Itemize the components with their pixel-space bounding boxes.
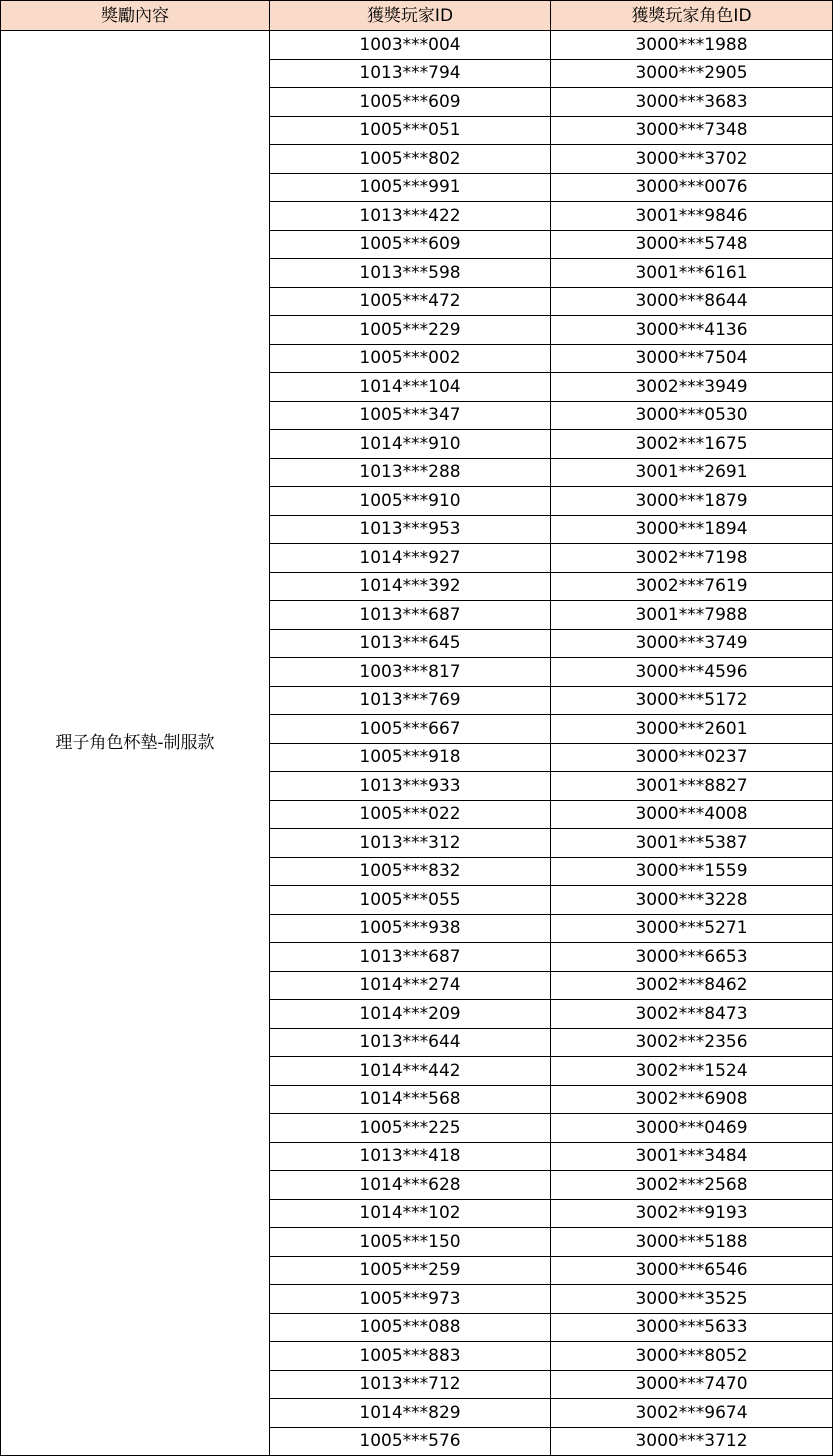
role-id-cell: 3000***5748 bbox=[551, 230, 833, 259]
role-id-cell: 3001***6161 bbox=[551, 259, 833, 288]
role-id-cell: 3000***4596 bbox=[551, 658, 833, 687]
player-id-cell: 1014***104 bbox=[270, 373, 551, 402]
player-id-cell: 1013***953 bbox=[270, 515, 551, 544]
role-id-cell: 3000***1988 bbox=[551, 31, 833, 60]
player-id-cell: 1014***442 bbox=[270, 1057, 551, 1086]
role-id-cell: 3001***5387 bbox=[551, 829, 833, 858]
table-row bbox=[1, 31, 833, 60]
role-id-cell: 3000***1894 bbox=[551, 515, 833, 544]
role-id-cell: 3000***0237 bbox=[551, 743, 833, 772]
player-id-cell: 1005***347 bbox=[270, 401, 551, 430]
role-id-cell: 3000***1879 bbox=[551, 487, 833, 516]
role-id-cell: 3000***3712 bbox=[551, 1427, 833, 1456]
player-id-cell: 1003***817 bbox=[270, 658, 551, 687]
player-id-cell: 1005***225 bbox=[270, 1114, 551, 1143]
player-id-cell: 1013***644 bbox=[270, 1028, 551, 1057]
role-id-cell: 3002***7619 bbox=[551, 572, 833, 601]
player-id-cell: 1013***687 bbox=[270, 601, 551, 630]
player-id-cell: 1013***288 bbox=[270, 458, 551, 487]
player-id-cell: 1013***422 bbox=[270, 202, 551, 231]
player-id-cell: 1013***769 bbox=[270, 686, 551, 715]
role-id-cell: 3000***4136 bbox=[551, 316, 833, 345]
player-id-cell: 1013***598 bbox=[270, 259, 551, 288]
player-id-cell: 1005***576 bbox=[270, 1427, 551, 1456]
role-id-cell: 3001***8827 bbox=[551, 772, 833, 801]
role-id-cell: 3000***8052 bbox=[551, 1342, 833, 1371]
player-id-cell: 1013***418 bbox=[270, 1142, 551, 1171]
player-id-cell: 1014***102 bbox=[270, 1199, 551, 1228]
role-id-cell: 3000***3683 bbox=[551, 88, 833, 117]
player-id-cell: 1005***002 bbox=[270, 344, 551, 373]
role-id-cell: 3000***6653 bbox=[551, 943, 833, 972]
player-id-cell: 1005***609 bbox=[270, 230, 551, 259]
player-id-cell: 1013***933 bbox=[270, 772, 551, 801]
role-id-cell: 3002***1675 bbox=[551, 430, 833, 459]
player-id-cell: 1014***274 bbox=[270, 971, 551, 1000]
role-id-cell: 3000***0530 bbox=[551, 401, 833, 430]
role-id-cell: 3000***5172 bbox=[551, 686, 833, 715]
role-id-cell: 3001***9846 bbox=[551, 202, 833, 231]
role-id-cell: 3002***2568 bbox=[551, 1171, 833, 1200]
role-id-cell: 3000***1559 bbox=[551, 857, 833, 886]
player-id-cell: 1005***150 bbox=[270, 1228, 551, 1257]
role-id-cell: 3002***8462 bbox=[551, 971, 833, 1000]
player-id-cell: 1014***392 bbox=[270, 572, 551, 601]
table-header bbox=[1, 1, 833, 31]
role-id-cell: 3002***8473 bbox=[551, 1000, 833, 1029]
player-id-cell: 1005***973 bbox=[270, 1285, 551, 1314]
role-id-cell: 3000***3702 bbox=[551, 145, 833, 174]
player-id-cell: 1005***055 bbox=[270, 886, 551, 915]
player-id-cell: 1013***312 bbox=[270, 829, 551, 858]
role-id-cell: 3002***9674 bbox=[551, 1399, 833, 1428]
player-id-cell: 1014***829 bbox=[270, 1399, 551, 1428]
player-id-cell: 1005***991 bbox=[270, 173, 551, 202]
role-id-cell: 3001***2691 bbox=[551, 458, 833, 487]
player-id-cell: 1005***667 bbox=[270, 715, 551, 744]
role-id-cell: 3000***0076 bbox=[551, 173, 833, 202]
role-id-cell: 3000***5633 bbox=[551, 1313, 833, 1342]
role-id-cell: 3002***7198 bbox=[551, 544, 833, 573]
player-id-cell: 1003***004 bbox=[270, 31, 551, 60]
table-body bbox=[1, 31, 833, 1456]
player-id-cell: 1005***609 bbox=[270, 88, 551, 117]
reward-cell: 理子角色杯墊-制服款 bbox=[1, 31, 270, 1456]
player-id-cell: 1014***209 bbox=[270, 1000, 551, 1029]
player-id-cell: 1005***918 bbox=[270, 743, 551, 772]
role-id-cell: 3000***5188 bbox=[551, 1228, 833, 1257]
player-id-cell: 1005***938 bbox=[270, 914, 551, 943]
player-id-cell: 1013***687 bbox=[270, 943, 551, 972]
role-id-cell: 3000***3749 bbox=[551, 629, 833, 658]
player-id-cell: 1005***051 bbox=[270, 116, 551, 145]
player-id-cell: 1014***568 bbox=[270, 1085, 551, 1114]
player-id-cell: 1014***910 bbox=[270, 430, 551, 459]
header-player-id: 獲獎玩家ID bbox=[270, 1, 551, 31]
role-id-cell: 3000***7504 bbox=[551, 344, 833, 373]
role-id-cell: 3000***2601 bbox=[551, 715, 833, 744]
role-id-cell: 3000***8644 bbox=[551, 287, 833, 316]
role-id-cell: 3000***7470 bbox=[551, 1370, 833, 1399]
player-id-cell: 1005***802 bbox=[270, 145, 551, 174]
role-id-cell: 3002***2356 bbox=[551, 1028, 833, 1057]
player-id-cell: 1005***883 bbox=[270, 1342, 551, 1371]
player-id-cell: 1005***229 bbox=[270, 316, 551, 345]
role-id-cell: 3000***3525 bbox=[551, 1285, 833, 1314]
player-id-cell: 1005***472 bbox=[270, 287, 551, 316]
role-id-cell: 3002***9193 bbox=[551, 1199, 833, 1228]
header-reward: 獎勵內容 bbox=[1, 1, 270, 31]
player-id-cell: 1014***927 bbox=[270, 544, 551, 573]
role-id-cell: 3000***5271 bbox=[551, 914, 833, 943]
player-id-cell: 1014***628 bbox=[270, 1171, 551, 1200]
role-id-cell: 3002***3949 bbox=[551, 373, 833, 402]
role-id-cell: 3000***0469 bbox=[551, 1114, 833, 1143]
header-row bbox=[1, 1, 833, 31]
role-id-cell: 3000***7348 bbox=[551, 116, 833, 145]
role-id-cell: 3002***1524 bbox=[551, 1057, 833, 1086]
player-id-cell: 1005***088 bbox=[270, 1313, 551, 1342]
role-id-cell: 3000***3228 bbox=[551, 886, 833, 915]
role-id-cell: 3001***7988 bbox=[551, 601, 833, 630]
role-id-cell: 3000***2905 bbox=[551, 59, 833, 88]
role-id-cell: 3000***6546 bbox=[551, 1256, 833, 1285]
role-id-cell: 3001***3484 bbox=[551, 1142, 833, 1171]
role-id-cell: 3000***4008 bbox=[551, 800, 833, 829]
player-id-cell: 1005***910 bbox=[270, 487, 551, 516]
player-id-cell: 1005***259 bbox=[270, 1256, 551, 1285]
header-role-id: 獲獎玩家角色ID bbox=[551, 1, 833, 31]
player-id-cell: 1005***832 bbox=[270, 857, 551, 886]
player-id-cell: 1013***712 bbox=[270, 1370, 551, 1399]
player-id-cell: 1005***022 bbox=[270, 800, 551, 829]
player-id-cell: 1013***645 bbox=[270, 629, 551, 658]
player-id-cell: 1013***794 bbox=[270, 59, 551, 88]
role-id-cell: 3002***6908 bbox=[551, 1085, 833, 1114]
